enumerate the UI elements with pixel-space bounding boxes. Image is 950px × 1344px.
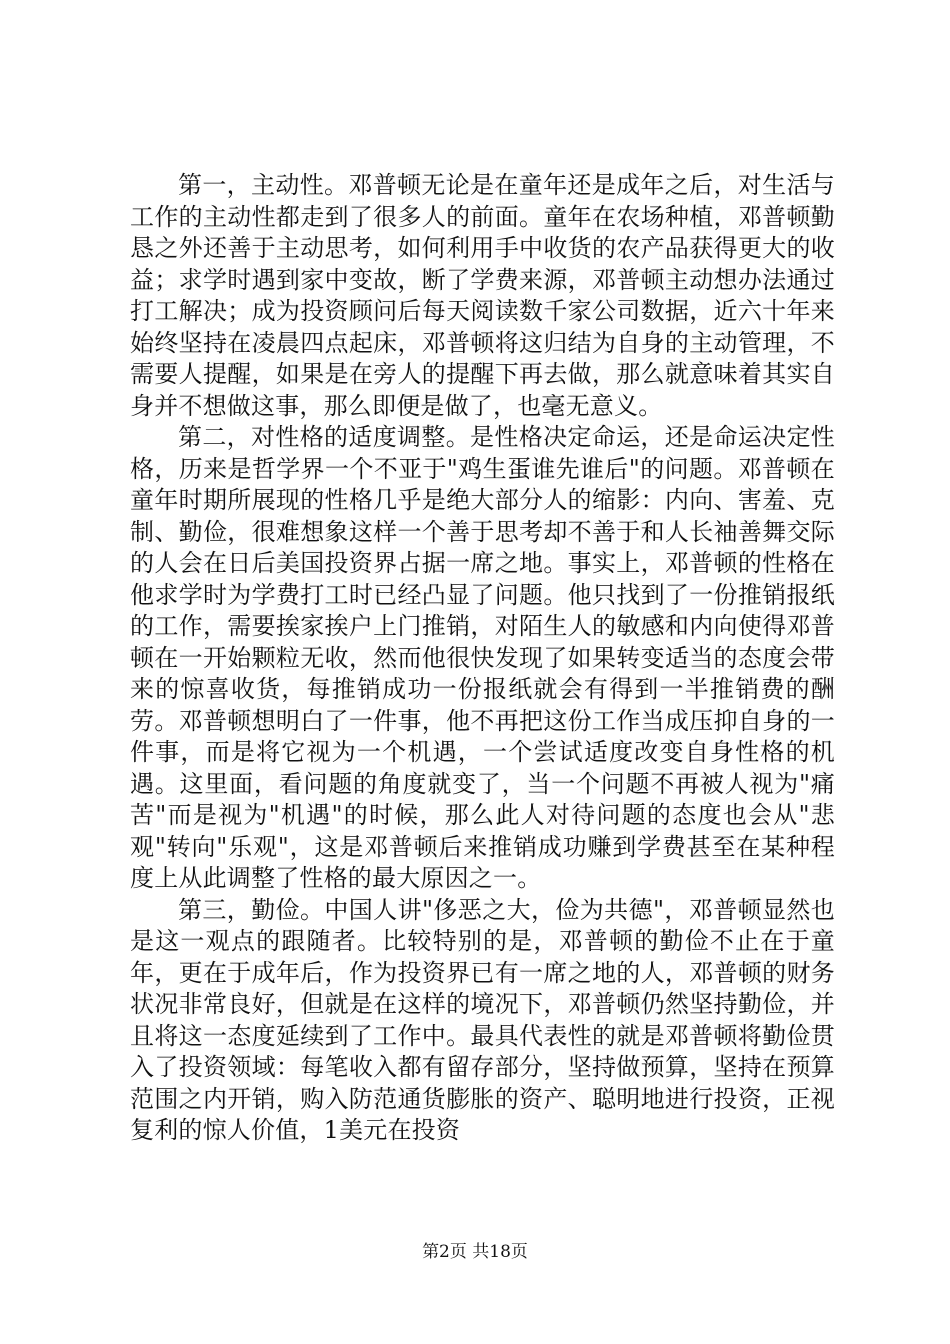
page-number-footer: 第2页 共18页 [422, 1242, 528, 1262]
paragraph-personality-adjustment: 第二，对性格的适度调整。是性格决定命运，还是命运决定性格，历来是哲学界一个不亚于"鸡生蛋谁先谁后"的问题。邓普顿在童年时期所展现的性格几乎是绝大部分人的缩影：内向、害羞、克制、勤俭，很难想象这样一个善于思考却不善于和人长袖善舞交际的人会在日后美国投资界占据一席之地。事实上，邓普顿的性格在他求学时为学费打工时已经凸显了问题。他只找到了一份推销报纸的工作，需要挨家挨户上门推销，对陌生人的敏感和内向使得邓普顿在一开始颗粒无收，然而他很快发现了如果转变适当的态度会带来的惊喜收货，每推销成功一份报纸就会有得到一半推销费的酬劳。邓普顿想明白了一件事，他不再把这份工作当成压抑自身的一件事，而是将它视为一个机遇，一个尝试适度改变自身性格的机遇。这里面，看问题的角度就变了，当一个问题不再被人视为"痛苦"而是视为"机遇"的时候，那么此人对待问题的态度也会从"悲观"转向"乐观"，这是邓普顿后来推销成功赚到学费甚至在某种程度上从此调整了性格的最大原因之一。 [130, 423, 835, 892]
paragraph-thrift: 第三，勤俭。中国人讲"侈恶之大，俭为共德"，邓普顿显然也是这一观点的跟随者。比较特别的是，邓普顿的勤俭不止在于童年，更在于成年后，作为投资界已有一席之地的人，邓普顿的财务状况非常良好，但就是在这样的境况下，邓普顿仍然坚持勤俭，并且将这一态度延续到了工作中。最具代表性的就是邓普顿将勤俭贯入了投资领域：每笔收入都有留存部分，坚持做预算，坚持在预算范围之内开销，购入防范通货膨胀的资产、聪明地进行投资，正视复利的惊人价值，1美元在投资 [130, 895, 835, 1144]
paragraph-initiative: 第一，主动性。邓普顿无论是在童年还是成年之后，对生活与工作的主动性都走到了很多人的前面。童年在农场种植，邓普顿勤恳之外还善于主动思考，如何利用手中收货的农产品获得更大的收益；求学时遇到家中变故，断了学费来源，邓普顿主动想办法通过打工解决；成为投资顾问后每天阅读数千家公司数据，近六十年来始终坚持在凌晨四点起床，邓普顿将这归结为自身的主动管理，不需要人提醒，如果是在旁人的提醒下再去做，那么就意味着其实自身并不想做这事，那么即便是做了，也毫无意义。 [130, 171, 835, 420]
document-body [130, 170, 835, 1147]
